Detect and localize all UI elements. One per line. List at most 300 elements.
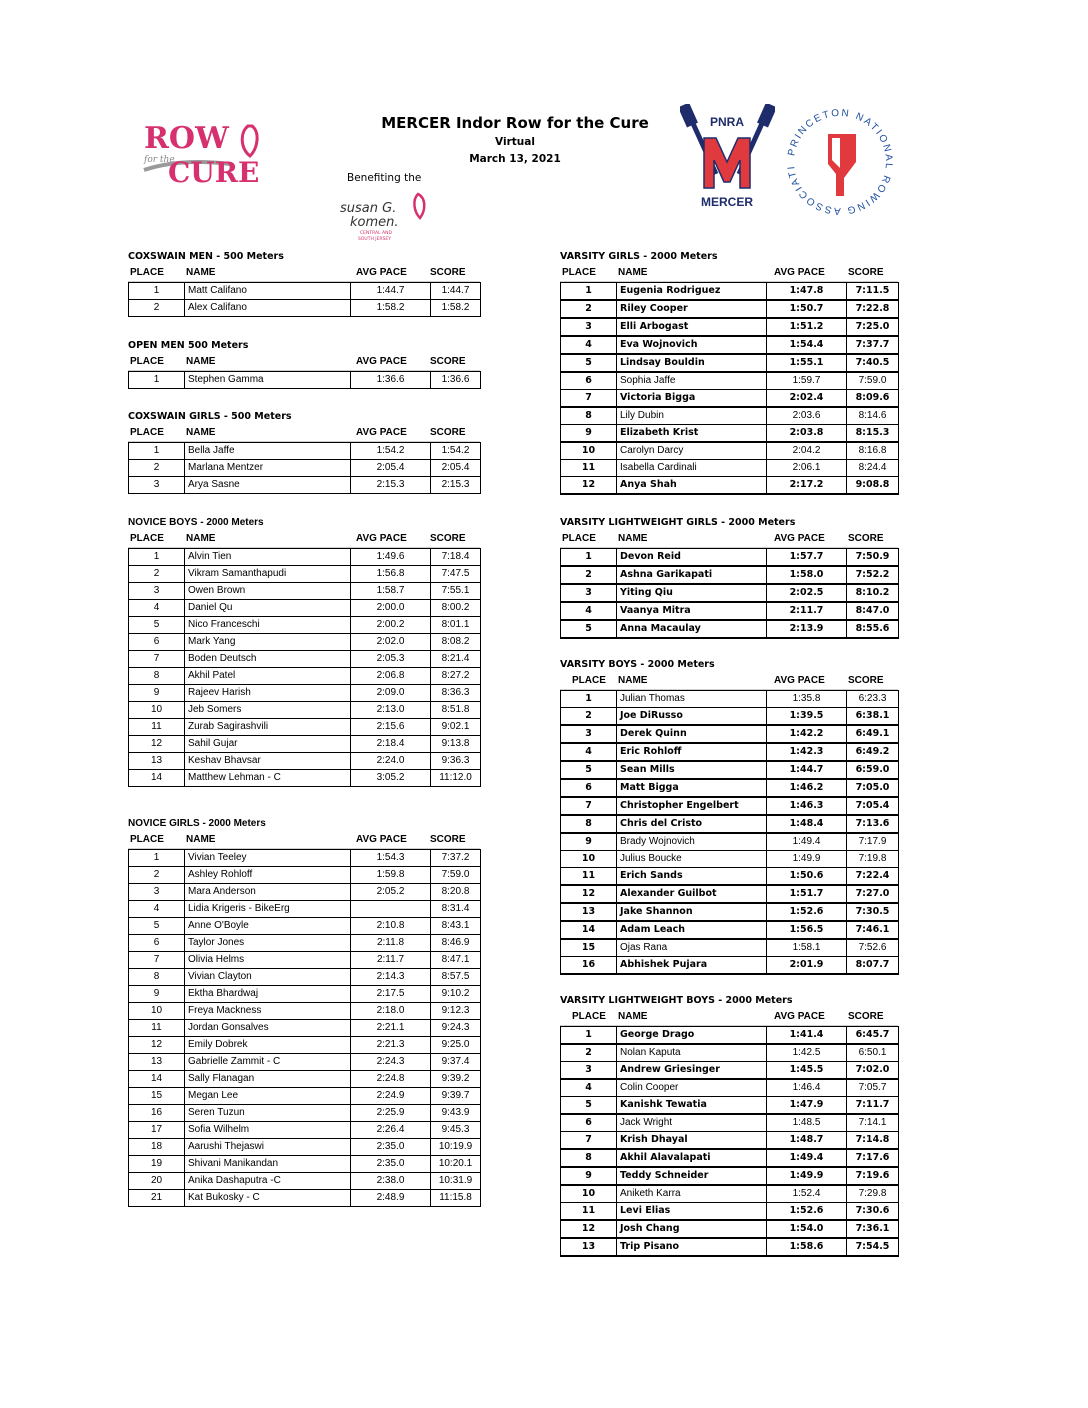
cell-score: 8:31.4	[431, 901, 481, 918]
cell-name: Elli Arbogast	[617, 318, 767, 336]
cell-pace: 2:14.3	[351, 969, 431, 986]
cell-name: Erich Sands	[617, 868, 767, 886]
cell-score: 6:59.0	[847, 761, 899, 779]
cell-place: 4	[561, 336, 617, 354]
table-header	[128, 831, 480, 849]
cell-pace: 2:24.8	[351, 1071, 431, 1088]
cell-name: Jack Wright	[617, 1114, 767, 1132]
cell-score: 7:27.0	[847, 885, 899, 903]
komen-line4: SOUTH JERSEY	[358, 237, 392, 242]
table-row	[561, 851, 899, 868]
section-coxswain-girls	[128, 410, 480, 494]
section-title: OPEN MEN 500 Meters	[128, 340, 249, 351]
col-place: PLACE	[572, 1011, 606, 1022]
cell-pace: 1:50.7	[767, 300, 847, 318]
cell-place: 6	[561, 372, 617, 390]
results-table	[128, 371, 481, 389]
col-place: PLACE	[130, 834, 164, 845]
table-row	[129, 1105, 481, 1122]
cell-name: Eugenia Rodriguez	[617, 283, 767, 301]
section-varsity-lightweight-boys	[560, 994, 898, 1257]
table-row	[561, 725, 899, 743]
table-row	[561, 779, 899, 797]
cell-score: 11:12.0	[431, 770, 481, 787]
cell-name: Anna Macaulay	[617, 620, 767, 638]
cell-name: Krish Dhayal	[617, 1132, 767, 1150]
cell-place: 14	[129, 1071, 185, 1088]
cell-score: 1:36.6	[431, 372, 481, 389]
cell-place: 2	[561, 566, 617, 584]
col-pace: AVG PACE	[774, 675, 825, 686]
cell-pace: 1:58.0	[767, 566, 847, 584]
cell-place: 11	[129, 1020, 185, 1037]
table-header	[560, 672, 898, 690]
table-row	[129, 1020, 481, 1037]
cell-name: Alex Califano	[185, 300, 351, 317]
table-row	[561, 549, 899, 567]
cell-place: 5	[561, 620, 617, 638]
cell-pace: 2:15.3	[351, 477, 431, 494]
table-row	[129, 1122, 481, 1139]
cell-place: 13	[129, 753, 185, 770]
table-row	[129, 549, 481, 566]
cell-name: Anya Shah	[617, 477, 767, 495]
results-table	[560, 548, 899, 639]
cell-pace: 2:13.9	[767, 620, 847, 638]
table-row	[561, 336, 899, 354]
cell-name: Anne O'Boyle	[185, 918, 351, 935]
section-title: VARSITY GIRLS - 2000 Meters	[560, 251, 718, 262]
cell-place: 9	[561, 833, 617, 851]
cell-place: 2	[129, 300, 185, 317]
cell-pace: 1:52.4	[767, 1185, 847, 1203]
cell-name: Christopher Engelbert	[617, 797, 767, 815]
table-row	[561, 939, 899, 957]
cell-score: 9:36.3	[431, 753, 481, 770]
table-row	[129, 460, 481, 477]
cell-name: Yiting Qiu	[617, 584, 767, 602]
col-score: SCORE	[848, 533, 884, 544]
cell-name: Aarushi Thejaswi	[185, 1139, 351, 1156]
cell-place: 16	[129, 1105, 185, 1122]
cell-name: Matt Califano	[185, 283, 351, 300]
cell-pace: 1:56.8	[351, 566, 431, 583]
cell-name: Vaanya Mitra	[617, 602, 767, 620]
table-row	[129, 685, 481, 702]
cell-score: 1:54.2	[431, 443, 481, 460]
cell-pace: 2:26.4	[351, 1122, 431, 1139]
logo-row-text: ROW	[144, 121, 229, 156]
cell-score: 6:38.1	[847, 708, 899, 726]
section-title: COXSWAIN MEN - 500 Meters	[128, 251, 284, 262]
cell-name: Matthew Lehman - C	[185, 770, 351, 787]
results-table	[128, 442, 481, 494]
cell-score: 8:16.8	[847, 442, 899, 460]
table-row	[561, 407, 899, 425]
col-score: SCORE	[430, 834, 466, 845]
page-title: MERCER Indor Row for the Cure	[381, 114, 649, 132]
col-place: PLACE	[572, 675, 606, 686]
cell-name: Bella Jaffe	[185, 443, 351, 460]
col-pace: AVG PACE	[774, 1011, 825, 1022]
cell-pace: 1:35.8	[767, 691, 847, 708]
cell-name: Elizabeth Krist	[617, 425, 767, 443]
cell-pace: 2:02.5	[767, 584, 847, 602]
cell-score: 8:36.3	[431, 685, 481, 702]
table-row	[561, 354, 899, 372]
cell-pace: 2:21.1	[351, 1020, 431, 1037]
table-row	[129, 1054, 481, 1071]
table-header	[128, 353, 480, 371]
logo-for-the-text: for the	[144, 155, 175, 165]
cell-score: 9:45.3	[431, 1122, 481, 1139]
cell-pace: 1:49.4	[767, 1149, 847, 1167]
cell-pace: 1:42.3	[767, 743, 847, 761]
cell-name: Adam Leach	[617, 921, 767, 939]
cell-score: 11:15.8	[431, 1190, 481, 1207]
cell-pace: 1:56.5	[767, 921, 847, 939]
table-header	[560, 530, 898, 548]
results-table	[128, 282, 481, 317]
cell-score: 8:14.6	[847, 407, 899, 425]
cell-place: 7	[561, 1132, 617, 1150]
table-row	[129, 566, 481, 583]
cell-name: Olivia Helms	[185, 952, 351, 969]
table-row	[561, 1220, 899, 1238]
cell-place: 10	[561, 851, 617, 868]
cell-name: Eva Wojnovich	[617, 336, 767, 354]
table-row	[561, 1114, 899, 1132]
table-header	[560, 264, 898, 282]
cell-score: 8:46.9	[431, 935, 481, 952]
table-row	[129, 372, 481, 389]
table-row	[129, 969, 481, 986]
cell-score: 9:10.2	[431, 986, 481, 1003]
cell-score: 8:47.1	[431, 952, 481, 969]
cell-place: 10	[129, 702, 185, 719]
cell-score: 10:31.9	[431, 1173, 481, 1190]
table-row	[561, 691, 899, 708]
table-row	[561, 1132, 899, 1150]
cell-score: 7:05.0	[847, 779, 899, 797]
cell-score: 1:58.2	[431, 300, 481, 317]
table-row	[561, 868, 899, 886]
cell-score: 7:05.4	[847, 797, 899, 815]
cell-pace: 2:05.4	[351, 460, 431, 477]
cell-pace: 2:25.9	[351, 1105, 431, 1122]
table-row	[561, 283, 899, 301]
cell-pace: 2:21.3	[351, 1037, 431, 1054]
table-header	[128, 530, 480, 548]
cell-name: Lily Dubin	[617, 407, 767, 425]
cell-score: 7:11.7	[847, 1097, 899, 1115]
cell-place: 1	[129, 372, 185, 389]
cell-score: 7:37.7	[847, 336, 899, 354]
cell-name: Seren Tuzun	[185, 1105, 351, 1122]
komen-logo	[338, 190, 438, 242]
section-title: VARSITY LIGHTWEIGHT GIRLS - 2000 Meters	[560, 517, 796, 528]
col-score: SCORE	[848, 1011, 884, 1022]
cell-place: 8	[129, 668, 185, 685]
cell-pace: 2:10.8	[351, 918, 431, 935]
col-name: NAME	[618, 675, 648, 686]
table-row	[561, 1185, 899, 1203]
cell-name: Ojas Rana	[617, 939, 767, 957]
table-row	[129, 770, 481, 787]
cell-pace: 1:46.4	[767, 1079, 847, 1097]
col-pace: AVG PACE	[356, 834, 407, 845]
cell-pace: 1:49.4	[767, 833, 847, 851]
cell-name: Arya Sasne	[185, 477, 351, 494]
cell-place: 14	[561, 921, 617, 939]
cell-name: Victoria Bigga	[617, 390, 767, 408]
table-row	[561, 300, 899, 318]
section-title: NOVICE BOYS - 2000 Meters	[128, 517, 264, 528]
cell-place: 3	[561, 584, 617, 602]
section-title: VARSITY BOYS - 2000 Meters	[560, 659, 715, 670]
table-row	[561, 442, 899, 460]
col-name: NAME	[618, 533, 648, 544]
cell-name: Vivian Teeley	[185, 850, 351, 867]
cell-score: 7:55.1	[431, 583, 481, 600]
cell-place: 4	[561, 602, 617, 620]
table-row	[129, 600, 481, 617]
cell-place: 1	[561, 283, 617, 301]
cell-score: 7:17.9	[847, 833, 899, 851]
cell-name: Andrew Griesinger	[617, 1062, 767, 1080]
cell-place: 4	[129, 600, 185, 617]
cell-place: 14	[129, 770, 185, 787]
pnra-mercer-logo	[680, 104, 775, 212]
cell-name: Zurab Sagirashvili	[185, 719, 351, 736]
cell-pace: 1:47.8	[767, 283, 847, 301]
cell-place: 13	[561, 1238, 617, 1256]
benefiting-text: Benefiting the	[347, 172, 422, 184]
table-row	[129, 583, 481, 600]
section-coxswain-men	[128, 250, 480, 317]
table-row	[561, 743, 899, 761]
cell-score: 8:55.6	[847, 620, 899, 638]
cell-score: 8:01.1	[431, 617, 481, 634]
cell-score: 8:00.2	[431, 600, 481, 617]
cell-score: 8:24.4	[847, 460, 899, 477]
cell-name: Rajeev Harish	[185, 685, 351, 702]
cell-place: 7	[129, 651, 185, 668]
cell-pace: 1:48.5	[767, 1114, 847, 1132]
cell-score: 7:59.0	[847, 372, 899, 390]
cell-place: 9	[129, 685, 185, 702]
col-score: SCORE	[848, 267, 884, 278]
cell-name: Alvin Tien	[185, 549, 351, 566]
col-name: NAME	[186, 267, 216, 278]
table-row	[561, 1203, 899, 1221]
cell-place: 1	[129, 283, 185, 300]
table-row	[129, 300, 481, 317]
table-row	[561, 761, 899, 779]
cell-pace: 2:17.5	[351, 986, 431, 1003]
cell-name: Joe DiRusso	[617, 708, 767, 726]
cell-pace: 1:44.7	[767, 761, 847, 779]
cell-pace: 2:17.2	[767, 477, 847, 495]
table-row	[561, 815, 899, 833]
col-pace: AVG PACE	[356, 427, 407, 438]
table-row	[129, 952, 481, 969]
cell-pace: 1:54.4	[767, 336, 847, 354]
cell-pace: 1:52.6	[767, 1203, 847, 1221]
cell-pace: 2:11.8	[351, 935, 431, 952]
cell-place: 17	[129, 1122, 185, 1139]
table-row	[129, 935, 481, 952]
komen-line1: susan G.	[340, 201, 397, 216]
section-title: NOVICE GIRLS - 2000 Meters	[128, 818, 266, 829]
cell-name: Teddy Schneider	[617, 1167, 767, 1185]
cell-name: Devon Reid	[617, 549, 767, 567]
section-novice-boys	[128, 516, 480, 787]
cell-score: 7:37.2	[431, 850, 481, 867]
table-row	[129, 1003, 481, 1020]
cell-pace: 2:38.0	[351, 1173, 431, 1190]
table-row	[129, 1088, 481, 1105]
cell-name: Keshav Bhavsar	[185, 753, 351, 770]
cell-pace: 2:09.0	[351, 685, 431, 702]
cell-score: 7:30.5	[847, 903, 899, 921]
cell-pace: 2:05.3	[351, 651, 431, 668]
komen-line2: komen.	[350, 215, 399, 230]
table-row	[129, 443, 481, 460]
cell-score: 7:17.6	[847, 1149, 899, 1167]
col-name: NAME	[186, 427, 216, 438]
cell-name: Akhil Patel	[185, 668, 351, 685]
cell-pace: 1:46.3	[767, 797, 847, 815]
cell-pace: 1:51.7	[767, 885, 847, 903]
cell-name: Gabrielle Zammit - C	[185, 1054, 351, 1071]
table-header	[128, 424, 480, 442]
cell-score: 6:45.7	[847, 1027, 899, 1045]
cell-place: 5	[561, 354, 617, 372]
cell-name: Stephen Gamma	[185, 372, 351, 389]
cell-name: Jeb Somers	[185, 702, 351, 719]
cell-place: 2	[129, 867, 185, 884]
cell-place: 12	[561, 477, 617, 495]
cell-place: 6	[561, 779, 617, 797]
section-varsity-girls	[560, 250, 898, 495]
cell-pace: 1:48.7	[767, 1132, 847, 1150]
cell-score: 7:19.8	[847, 851, 899, 868]
table-row	[561, 885, 899, 903]
cell-place: 19	[129, 1156, 185, 1173]
cell-place: 6	[129, 935, 185, 952]
col-place: PLACE	[562, 267, 596, 278]
cell-name: Jake Shannon	[617, 903, 767, 921]
cell-place: 9	[561, 425, 617, 443]
table-row	[561, 1238, 899, 1256]
cell-score: 8:20.8	[431, 884, 481, 901]
col-place: PLACE	[130, 427, 164, 438]
cell-pace: 1:42.2	[767, 725, 847, 743]
table-row	[129, 283, 481, 300]
cell-pace: 1:58.6	[767, 1238, 847, 1256]
cell-place: 12	[561, 1220, 617, 1238]
table-row	[129, 634, 481, 651]
cell-score: 7:25.0	[847, 318, 899, 336]
results-table	[560, 690, 899, 975]
cell-name: Taylor Jones	[185, 935, 351, 952]
col-pace: AVG PACE	[356, 356, 407, 367]
cell-place: 1	[561, 549, 617, 567]
cell-score: 7:59.0	[431, 867, 481, 884]
cell-score: 7:14.1	[847, 1114, 899, 1132]
cell-score: 8:57.5	[431, 969, 481, 986]
cell-place: 4	[561, 1079, 617, 1097]
cell-pace: 1:39.5	[767, 708, 847, 726]
cell-score: 9:25.0	[431, 1037, 481, 1054]
cell-pace: 2:06.8	[351, 668, 431, 685]
col-place: PLACE	[130, 267, 164, 278]
cell-score: 6:50.1	[847, 1044, 899, 1062]
cell-place: 3	[561, 318, 617, 336]
cell-name: Boden Deutsch	[185, 651, 351, 668]
section-title: COXSWAIN GIRLS - 500 Meters	[128, 411, 292, 422]
cell-name: Emily Dobrek	[185, 1037, 351, 1054]
table-row	[561, 903, 899, 921]
cell-name: Mara Anderson	[185, 884, 351, 901]
cell-pace: 2:02.0	[351, 634, 431, 651]
cell-score: 7:11.5	[847, 283, 899, 301]
cell-pace: 2:11.7	[767, 602, 847, 620]
table-header	[560, 1008, 898, 1026]
table-row	[129, 668, 481, 685]
cell-score: 9:37.4	[431, 1054, 481, 1071]
cell-score: 7:30.6	[847, 1203, 899, 1221]
cell-place: 3	[561, 725, 617, 743]
cell-pace: 1:44.7	[351, 283, 431, 300]
cell-place: 2	[561, 300, 617, 318]
cell-score: 9:39.7	[431, 1088, 481, 1105]
cell-pace: 2:06.1	[767, 460, 847, 477]
table-row	[129, 617, 481, 634]
cell-place: 3	[561, 1062, 617, 1080]
cell-name: Ashley Rohloff	[185, 867, 351, 884]
cell-place: 1	[129, 443, 185, 460]
cell-pace: 1:45.5	[767, 1062, 847, 1080]
cell-name: Freya Mackness	[185, 1003, 351, 1020]
table-row	[129, 901, 481, 918]
table-row	[561, 797, 899, 815]
cell-name: Daniel Qu	[185, 600, 351, 617]
table-row	[561, 390, 899, 408]
section-varsity-lightweight-girls	[560, 516, 898, 639]
col-name: NAME	[186, 834, 216, 845]
cell-score: 2:05.4	[431, 460, 481, 477]
cell-name: Vivian Clayton	[185, 969, 351, 986]
table-row	[129, 1037, 481, 1054]
cell-pace: 1:36.6	[351, 372, 431, 389]
cell-score: 7:54.5	[847, 1238, 899, 1256]
cell-score: 8:47.0	[847, 602, 899, 620]
cell-pace: 1:46.2	[767, 779, 847, 797]
table-row	[129, 1156, 481, 1173]
cell-name: Levi Elias	[617, 1203, 767, 1221]
cell-pace: 2:04.2	[767, 442, 847, 460]
cell-place: 1	[561, 691, 617, 708]
cell-place: 7	[561, 390, 617, 408]
cell-pace: 1:54.2	[351, 443, 431, 460]
table-row	[561, 1062, 899, 1080]
cell-name: Kat Bukosky - C	[185, 1190, 351, 1207]
cell-score: 7:29.8	[847, 1185, 899, 1203]
cell-name: Lindsay Bouldin	[617, 354, 767, 372]
cell-pace: 1:41.4	[767, 1027, 847, 1045]
